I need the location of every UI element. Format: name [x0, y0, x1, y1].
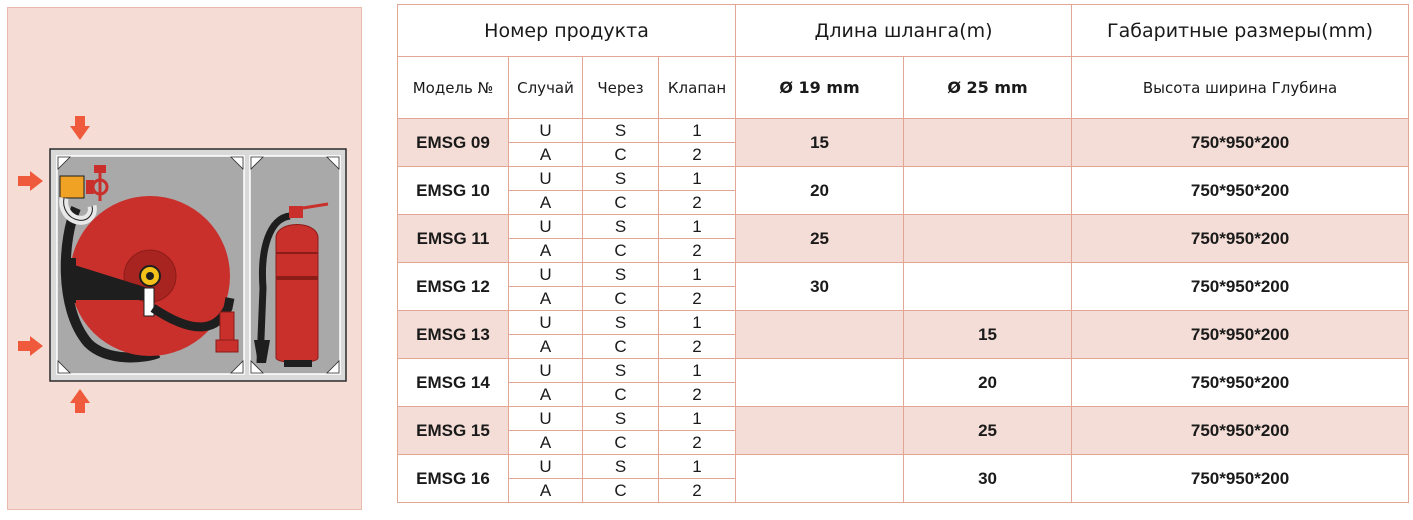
hose-25mm-cell [904, 167, 1072, 215]
case-cell: U [509, 215, 583, 239]
subheader-valve: Клапан [659, 57, 736, 119]
through-cell: C [583, 287, 659, 311]
arrow-right-icon [18, 171, 43, 191]
table-row [398, 119, 1409, 143]
valve-cell: 2 [659, 335, 736, 359]
valve-cell: 1 [659, 455, 736, 479]
through-cell: C [583, 431, 659, 455]
table-row [398, 215, 1409, 239]
through-cell: S [583, 407, 659, 431]
hose-25mm-cell: 20 [904, 359, 1072, 407]
model-cell: EMSG 09 [398, 119, 509, 167]
model-cell: EMSG 13 [398, 311, 509, 359]
valve-cell: 2 [659, 191, 736, 215]
product-illustration-panel [7, 7, 362, 510]
valve-cell: 2 [659, 479, 736, 503]
table-row [398, 263, 1409, 287]
hose-25mm-cell: 25 [904, 407, 1072, 455]
through-cell: C [583, 335, 659, 359]
table-row [398, 167, 1409, 191]
arrow-right-icon [18, 336, 43, 356]
arrow-down-icon [70, 116, 90, 140]
hose-19mm-cell: 30 [736, 263, 904, 311]
through-cell: S [583, 167, 659, 191]
through-cell: S [583, 119, 659, 143]
hose-19mm-cell: 25 [736, 215, 904, 263]
through-cell: C [583, 383, 659, 407]
dimensions-cell: 750*950*200 [1072, 359, 1409, 407]
hose-19mm-cell [736, 455, 904, 503]
model-cell: EMSG 16 [398, 455, 509, 503]
hose-25mm-cell [904, 263, 1072, 311]
model-cell: EMSG 10 [398, 167, 509, 215]
through-cell: S [583, 455, 659, 479]
valve-cell: 2 [659, 287, 736, 311]
table-row [398, 311, 1409, 335]
case-cell: A [509, 431, 583, 455]
valve-cell: 1 [659, 119, 736, 143]
case-cell: U [509, 311, 583, 335]
hose-19mm-cell: 20 [736, 167, 904, 215]
subheader-case: Случай [509, 57, 583, 119]
subheader-dims: Высота ширина Глубина [1072, 57, 1409, 119]
model-cell: EMSG 11 [398, 215, 509, 263]
through-cell: S [583, 359, 659, 383]
through-cell: C [583, 143, 659, 167]
dimensions-cell: 750*950*200 [1072, 263, 1409, 311]
dimensions-cell: 750*950*200 [1072, 167, 1409, 215]
header-product-number: Номер продукта [398, 5, 736, 57]
dimensions-cell: 750*950*200 [1072, 215, 1409, 263]
case-cell: U [509, 119, 583, 143]
valve-cell: 1 [659, 407, 736, 431]
valve-cell: 2 [659, 143, 736, 167]
table-row [398, 407, 1409, 431]
dimensions-cell: 750*950*200 [1072, 119, 1409, 167]
valve-cell: 2 [659, 431, 736, 455]
valve-cell: 1 [659, 359, 736, 383]
hose-19mm-cell: 15 [736, 119, 904, 167]
through-cell: C [583, 479, 659, 503]
case-cell: A [509, 287, 583, 311]
table-row [398, 359, 1409, 383]
case-cell: A [509, 479, 583, 503]
hose-19mm-cell [736, 359, 904, 407]
dimensions-cell: 750*950*200 [1072, 455, 1409, 503]
subheader-through: Через [583, 57, 659, 119]
valve-cell: 1 [659, 167, 736, 191]
case-cell: U [509, 263, 583, 287]
case-cell: A [509, 191, 583, 215]
subheader-diameter-19: Ø 19 mm [736, 57, 904, 119]
case-cell: A [509, 335, 583, 359]
through-cell: S [583, 215, 659, 239]
model-cell: EMSG 12 [398, 263, 509, 311]
case-cell: A [509, 383, 583, 407]
hose-25mm-cell: 15 [904, 311, 1072, 359]
valve-cell: 2 [659, 383, 736, 407]
case-cell: A [509, 239, 583, 263]
valve-cell: 2 [659, 239, 736, 263]
table-row [398, 455, 1409, 479]
valve-cell: 1 [659, 215, 736, 239]
through-cell: C [583, 191, 659, 215]
arrow-up-icon [70, 389, 90, 413]
subheader-model: Модель № [398, 57, 509, 119]
hose-19mm-cell [736, 407, 904, 455]
model-cell: EMSG 14 [398, 359, 509, 407]
hose-25mm-cell [904, 215, 1072, 263]
case-cell: U [509, 167, 583, 191]
dimensions-cell: 750*950*200 [1072, 311, 1409, 359]
header-hose-length: Длина шланга(m) [736, 5, 1072, 57]
valve-cell: 1 [659, 263, 736, 287]
subheader-diameter-25: Ø 25 mm [904, 57, 1072, 119]
through-cell: S [583, 263, 659, 287]
case-cell: U [509, 407, 583, 431]
case-cell: U [509, 359, 583, 383]
product-spec-table [397, 4, 1409, 503]
header-dimensions: Габаритные размеры(mm) [1072, 5, 1409, 57]
model-cell: EMSG 15 [398, 407, 509, 455]
hose-25mm-cell: 30 [904, 455, 1072, 503]
dimensions-cell: 750*950*200 [1072, 407, 1409, 455]
through-cell: C [583, 239, 659, 263]
case-cell: A [509, 143, 583, 167]
through-cell: S [583, 311, 659, 335]
hose-19mm-cell [736, 311, 904, 359]
spec-table-body [398, 119, 1409, 503]
hose-25mm-cell [904, 119, 1072, 167]
valve-cell: 1 [659, 311, 736, 335]
case-cell: U [509, 455, 583, 479]
cabinet-illustration [8, 8, 363, 511]
